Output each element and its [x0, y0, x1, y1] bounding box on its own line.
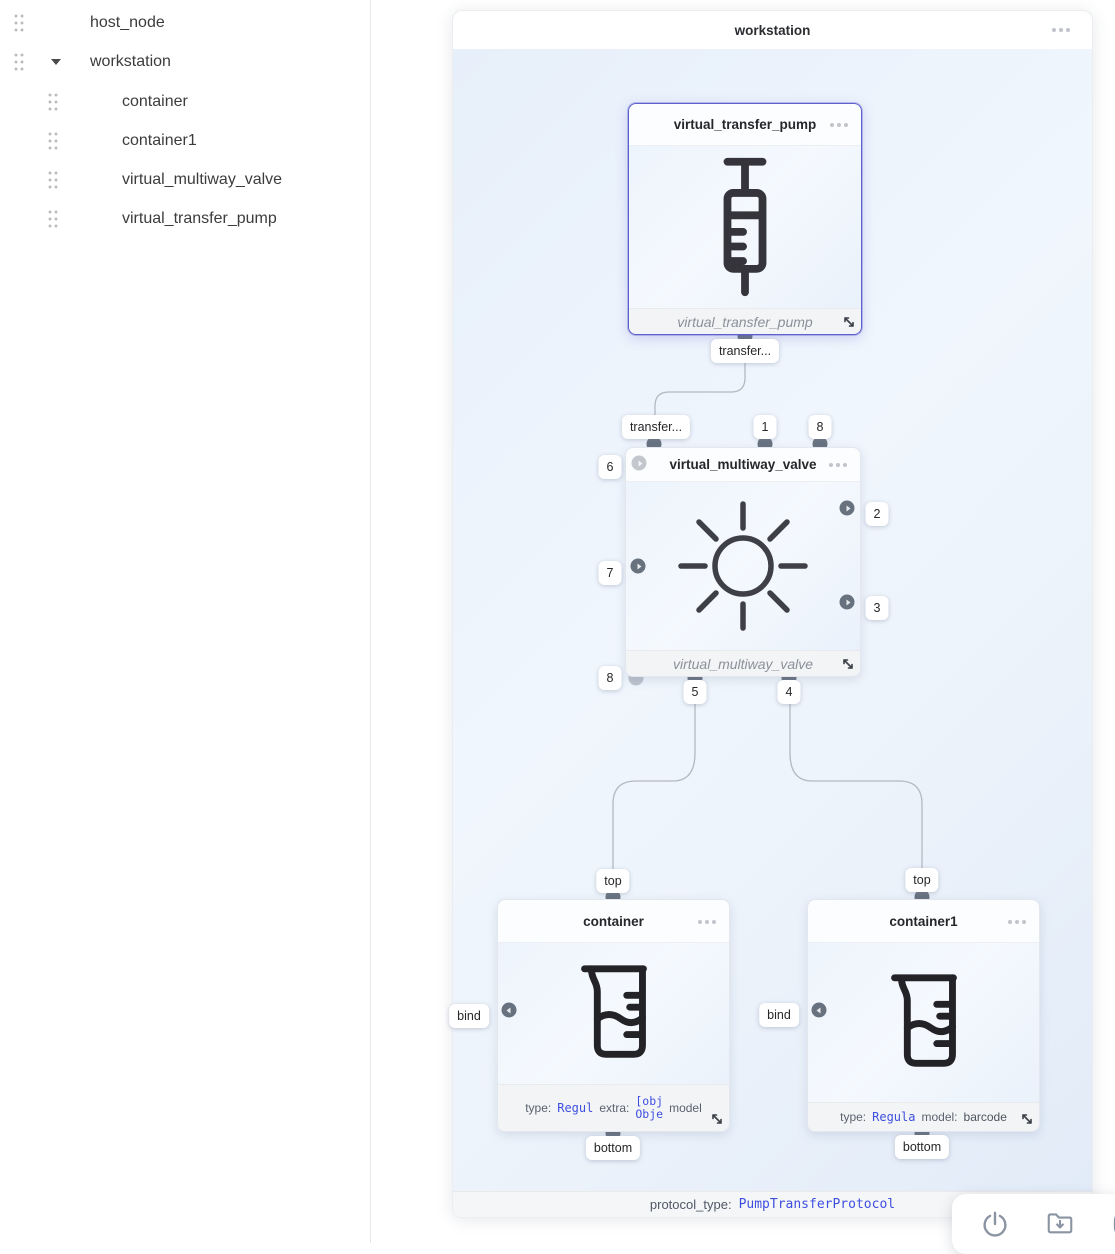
- node-body: [498, 943, 729, 1084]
- port-label-valve-1: 1: [754, 415, 777, 439]
- node-header[interactable]: [498, 900, 729, 943]
- node-body: [808, 943, 1039, 1102]
- node-container[interactable]: [497, 899, 730, 1132]
- node-footer-name: virtual_transfer_pump: [677, 313, 813, 330]
- protocol-type-value: PumpTransferProtocol: [738, 1197, 896, 1212]
- port-label-container-top: top: [596, 869, 629, 893]
- port-label-container-bind: bind: [449, 1004, 489, 1028]
- more-options-icon[interactable]: [829, 463, 847, 467]
- tree-item-label[interactable]: virtual_transfer_pump: [122, 210, 277, 227]
- drag-handle-icon[interactable]: [14, 14, 26, 33]
- more-options-icon[interactable]: [1008, 920, 1026, 924]
- extra-label: extra:: [599, 1101, 630, 1115]
- node-footer: [629, 308, 861, 334]
- port-label-container-bottom: bottom: [586, 1136, 640, 1160]
- drag-handle-icon[interactable]: [48, 171, 60, 190]
- tree-item-virtual-multiway-valve[interactable]: [0, 165, 370, 195]
- node-footer: [808, 1102, 1039, 1131]
- port-label-valve-5: 5: [684, 680, 707, 704]
- valve-icon: [673, 496, 813, 636]
- node-footer: [626, 650, 860, 676]
- drag-handle-icon[interactable]: [48, 210, 60, 229]
- resize-handle-icon[interactable]: [1020, 1112, 1034, 1126]
- more-options-icon[interactable]: [698, 920, 716, 924]
- folder-download-icon: [1044, 1209, 1076, 1239]
- port-label-valve-7: 7: [599, 561, 622, 585]
- type-value: Regula: [872, 1110, 916, 1124]
- beaker-icon: [874, 969, 974, 1077]
- node-container1[interactable]: [807, 899, 1040, 1132]
- tree-item-label[interactable]: container1: [122, 132, 197, 149]
- node-header[interactable]: [629, 104, 861, 146]
- type-label: type:: [525, 1101, 552, 1115]
- tree-item-label[interactable]: container: [122, 93, 188, 110]
- import-button[interactable]: [1044, 1208, 1076, 1240]
- workstation-header[interactable]: [453, 11, 1092, 49]
- type-value: Regul: [557, 1101, 594, 1115]
- extra-value: [obj Obje: [635, 1093, 664, 1121]
- port-label-pump-out: transfer...: [711, 339, 779, 363]
- container1-bind-port[interactable]: [812, 1003, 827, 1018]
- device-tree-sidebar: [0, 0, 371, 1243]
- canvas-toolbar: [952, 1194, 1115, 1254]
- node-title: virtual_multiway_valve: [669, 457, 817, 472]
- tree-item-label[interactable]: workstation: [90, 53, 171, 70]
- clipped-icon: [1110, 1209, 1115, 1239]
- valve-left-port-6[interactable]: [632, 456, 647, 471]
- port-label-valve-3: 3: [866, 596, 889, 620]
- tree-item-label[interactable]: host_node: [90, 14, 165, 31]
- type-label: type:: [840, 1110, 867, 1124]
- power-icon: [980, 1209, 1010, 1239]
- port-label-valve-8-top: 8: [809, 415, 832, 439]
- tree-item-container1[interactable]: [0, 126, 370, 156]
- container-bind-port[interactable]: [502, 1003, 517, 1018]
- resize-handle-icon[interactable]: [710, 1112, 724, 1126]
- workstation-title: workstation: [734, 22, 811, 38]
- node-footer: [498, 1084, 729, 1131]
- port-label-container1-top: top: [905, 868, 938, 892]
- tree-item-container[interactable]: [0, 87, 370, 117]
- valve-right-port-3[interactable]: [840, 595, 855, 610]
- drag-handle-icon[interactable]: [48, 93, 60, 112]
- node-title: container: [583, 913, 644, 929]
- port-label-container1-bottom: bottom: [895, 1135, 949, 1159]
- node-virtual-multiway-valve[interactable]: [625, 447, 861, 677]
- port-label-valve-transfer: transfer...: [622, 415, 690, 439]
- node-body: [629, 146, 861, 308]
- caret-down-icon[interactable]: [51, 59, 61, 70]
- tree-item-host-node[interactable]: [0, 8, 370, 38]
- node-header[interactable]: [808, 900, 1039, 943]
- node-title: virtual_transfer_pump: [673, 117, 817, 132]
- port-label-valve-2: 2: [866, 502, 889, 526]
- node-footer-name: virtual_multiway_valve: [672, 655, 814, 672]
- more-options-icon[interactable]: [1052, 28, 1070, 32]
- valve-left-port-7[interactable]: [631, 559, 646, 574]
- resize-handle-icon[interactable]: [841, 657, 855, 671]
- node-title: container1: [889, 913, 958, 929]
- port-label-valve-4: 4: [778, 680, 801, 704]
- syringe-icon: [705, 154, 785, 300]
- model-label: model:: [921, 1110, 958, 1124]
- model-value: barcode: [963, 1110, 1007, 1124]
- power-button[interactable]: [979, 1208, 1011, 1240]
- valve-right-port-2[interactable]: [840, 501, 855, 516]
- port-label-valve-6: 6: [599, 455, 622, 479]
- model-label: model: [669, 1101, 702, 1115]
- drag-handle-icon[interactable]: [14, 53, 26, 72]
- resize-handle-icon[interactable]: [842, 315, 856, 329]
- protocol-type-label: protocol_type:: [649, 1197, 732, 1212]
- tree-item-virtual-transfer-pump[interactable]: [0, 204, 370, 234]
- node-virtual-transfer-pump[interactable]: [628, 103, 862, 335]
- tree-item-workstation[interactable]: [0, 47, 370, 77]
- node-body: [626, 482, 860, 650]
- node-header[interactable]: [626, 448, 860, 482]
- more-options-icon[interactable]: [830, 123, 848, 127]
- export-button[interactable]: [1109, 1208, 1115, 1240]
- beaker-icon: [564, 960, 664, 1068]
- port-label-container1-bind: bind: [759, 1003, 799, 1027]
- drag-handle-icon[interactable]: [48, 132, 60, 151]
- tree-item-label[interactable]: virtual_multiway_valve: [122, 171, 283, 188]
- port-label-valve-8-bottom: 8: [599, 666, 622, 690]
